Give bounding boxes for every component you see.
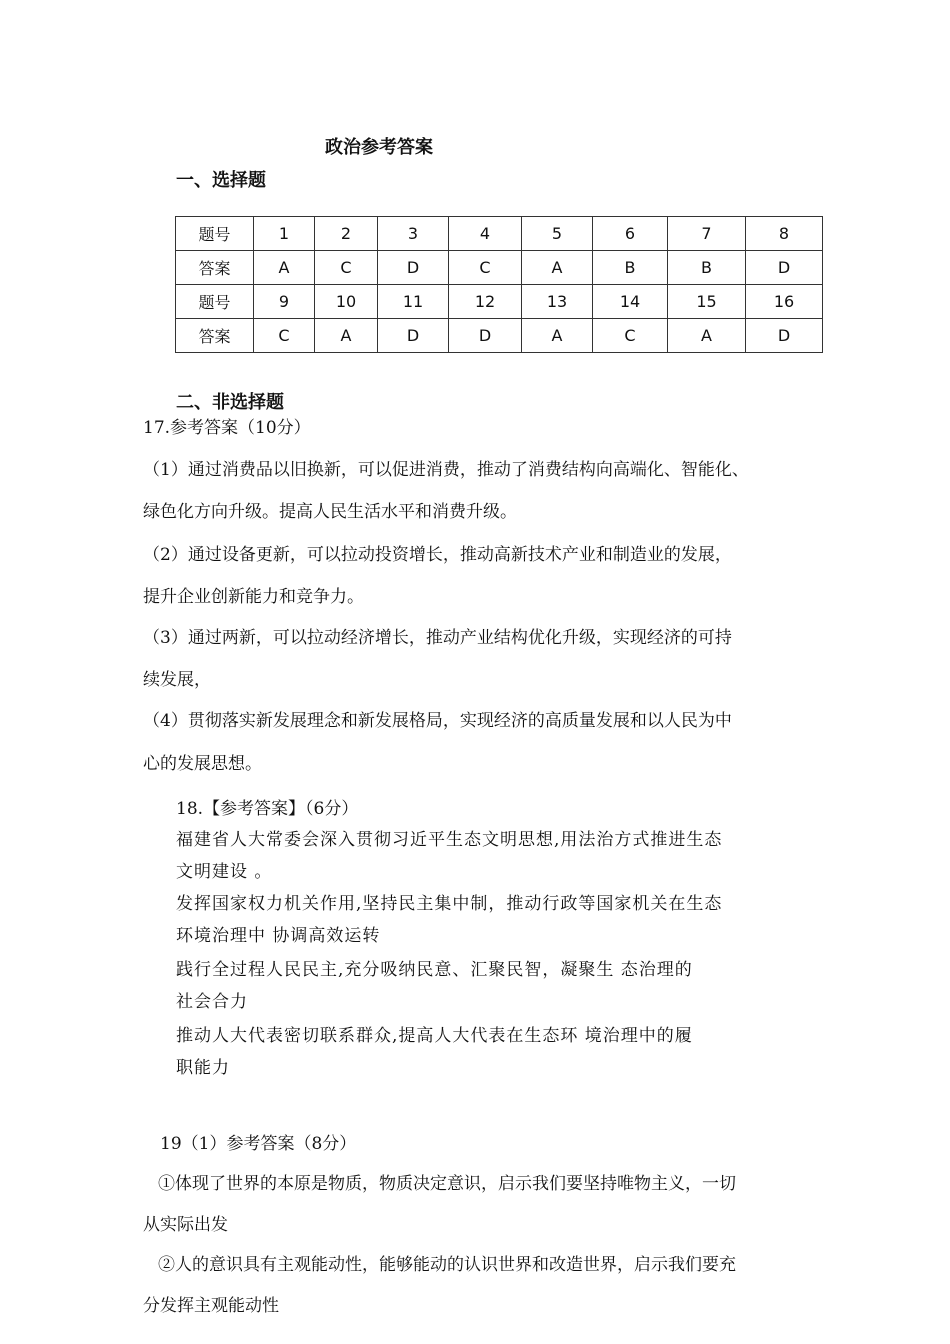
table-cell: 15 — [668, 285, 746, 319]
table-row — [176, 285, 823, 319]
q18-line: 推动人大代表密切联系群众,提高人大代表在生态环 境治理中的履 — [176, 1026, 693, 1046]
q19-line: ②人的意识具有主观能动性，能够能动的认识世界和改造世界，启示我们要充 — [158, 1255, 736, 1275]
q17-heading: 17.参考答案（10分） — [143, 418, 311, 438]
q17-line: （4）贯彻落实新发展理念和新发展格局，实现经济的高质量发展和以人民为中 — [143, 711, 732, 731]
q18-heading: 18.【参考答案】（6分） — [176, 799, 359, 819]
q18-line: 文明建设 。 — [176, 862, 273, 882]
table-cell: 答案 — [176, 319, 254, 353]
q17-line: （1）通过消费品以旧换新，可以促进消费，推动了消费结构向高端化、智能化、 — [143, 460, 749, 480]
table-cell: 12 — [449, 285, 522, 319]
table-cell: A — [522, 251, 593, 285]
table-cell: D — [378, 319, 449, 353]
table-cell: C — [593, 319, 668, 353]
table-cell: D — [746, 319, 823, 353]
table-cell: C — [449, 251, 522, 285]
table-row — [176, 319, 823, 353]
table-cell: D — [746, 251, 823, 285]
q17-line: 绿色化方向升级。提高人民生活水平和消费升级。 — [143, 502, 517, 522]
q18-line: 福建省人大常委会深入贯彻习近平生态文明思想,用法治方式推进生态 — [176, 830, 723, 850]
q17-line: （3）通过两新，可以拉动经济增长，推动产业结构优化升级，实现经济的可持 — [143, 628, 732, 648]
table-cell: 2 — [315, 217, 378, 251]
q19-line: 分发挥主观能动性 — [143, 1296, 279, 1316]
table-cell: A — [668, 319, 746, 353]
q17-line: 心的发展思想。 — [143, 754, 262, 774]
page-title: 政治参考答案 — [325, 137, 433, 158]
table-cell: 5 — [522, 217, 593, 251]
table-cell: 3 — [378, 217, 449, 251]
table-cell: 10 — [315, 285, 378, 319]
table-cell: D — [449, 319, 522, 353]
table-cell: A — [254, 251, 315, 285]
table-cell: 16 — [746, 285, 823, 319]
table-cell: B — [593, 251, 668, 285]
q18-line: 环境治理中 协调高效运转 — [176, 926, 381, 946]
table-cell: A — [315, 319, 378, 353]
table-cell: D — [378, 251, 449, 285]
section-heading-choice: 一、选择题 — [176, 170, 266, 191]
q18-line: 职能力 — [176, 1058, 230, 1078]
table-cell: 6 — [593, 217, 668, 251]
table-row — [176, 251, 823, 285]
table-cell: 14 — [593, 285, 668, 319]
q19-line: 从实际出发 — [143, 1215, 228, 1235]
table-cell: C — [254, 319, 315, 353]
section-heading-nonchoice: 二、非选择题 — [176, 392, 284, 413]
q18-line: 践行全过程人民民主,充分吸纳民意、汇聚民智，凝聚生 态治理的 — [176, 960, 693, 980]
table-row — [176, 217, 823, 251]
table-cell: 4 — [449, 217, 522, 251]
table-cell: C — [315, 251, 378, 285]
table-cell: 8 — [746, 217, 823, 251]
q18-line: 社会合力 — [176, 992, 248, 1012]
table-cell: 题号 — [176, 217, 254, 251]
q18-line: 发挥国家权力机关作用,坚持民主集中制，推动行政等国家机关在生态 — [176, 894, 723, 914]
table-cell: 7 — [668, 217, 746, 251]
q19-heading: 19（1）参考答案（8分） — [160, 1134, 357, 1154]
table-cell: 1 — [254, 217, 315, 251]
q19-line: ①体现了世界的本原是物质，物质决定意识，启示我们要坚持唯物主义，一切 — [158, 1174, 736, 1194]
table-cell: B — [668, 251, 746, 285]
q17-line: 续发展， — [143, 670, 211, 690]
table-cell: 11 — [378, 285, 449, 319]
q17-line: 提升企业创新能力和竞争力。 — [143, 587, 364, 607]
table-cell: 答案 — [176, 251, 254, 285]
table-cell: 9 — [254, 285, 315, 319]
table-cell: 13 — [522, 285, 593, 319]
table-cell: A — [522, 319, 593, 353]
table-cell: 题号 — [176, 285, 254, 319]
answer-table — [175, 216, 823, 353]
q17-line: （2）通过设备更新，可以拉动投资增长，推动高新技术产业和制造业的发展， — [143, 545, 732, 565]
